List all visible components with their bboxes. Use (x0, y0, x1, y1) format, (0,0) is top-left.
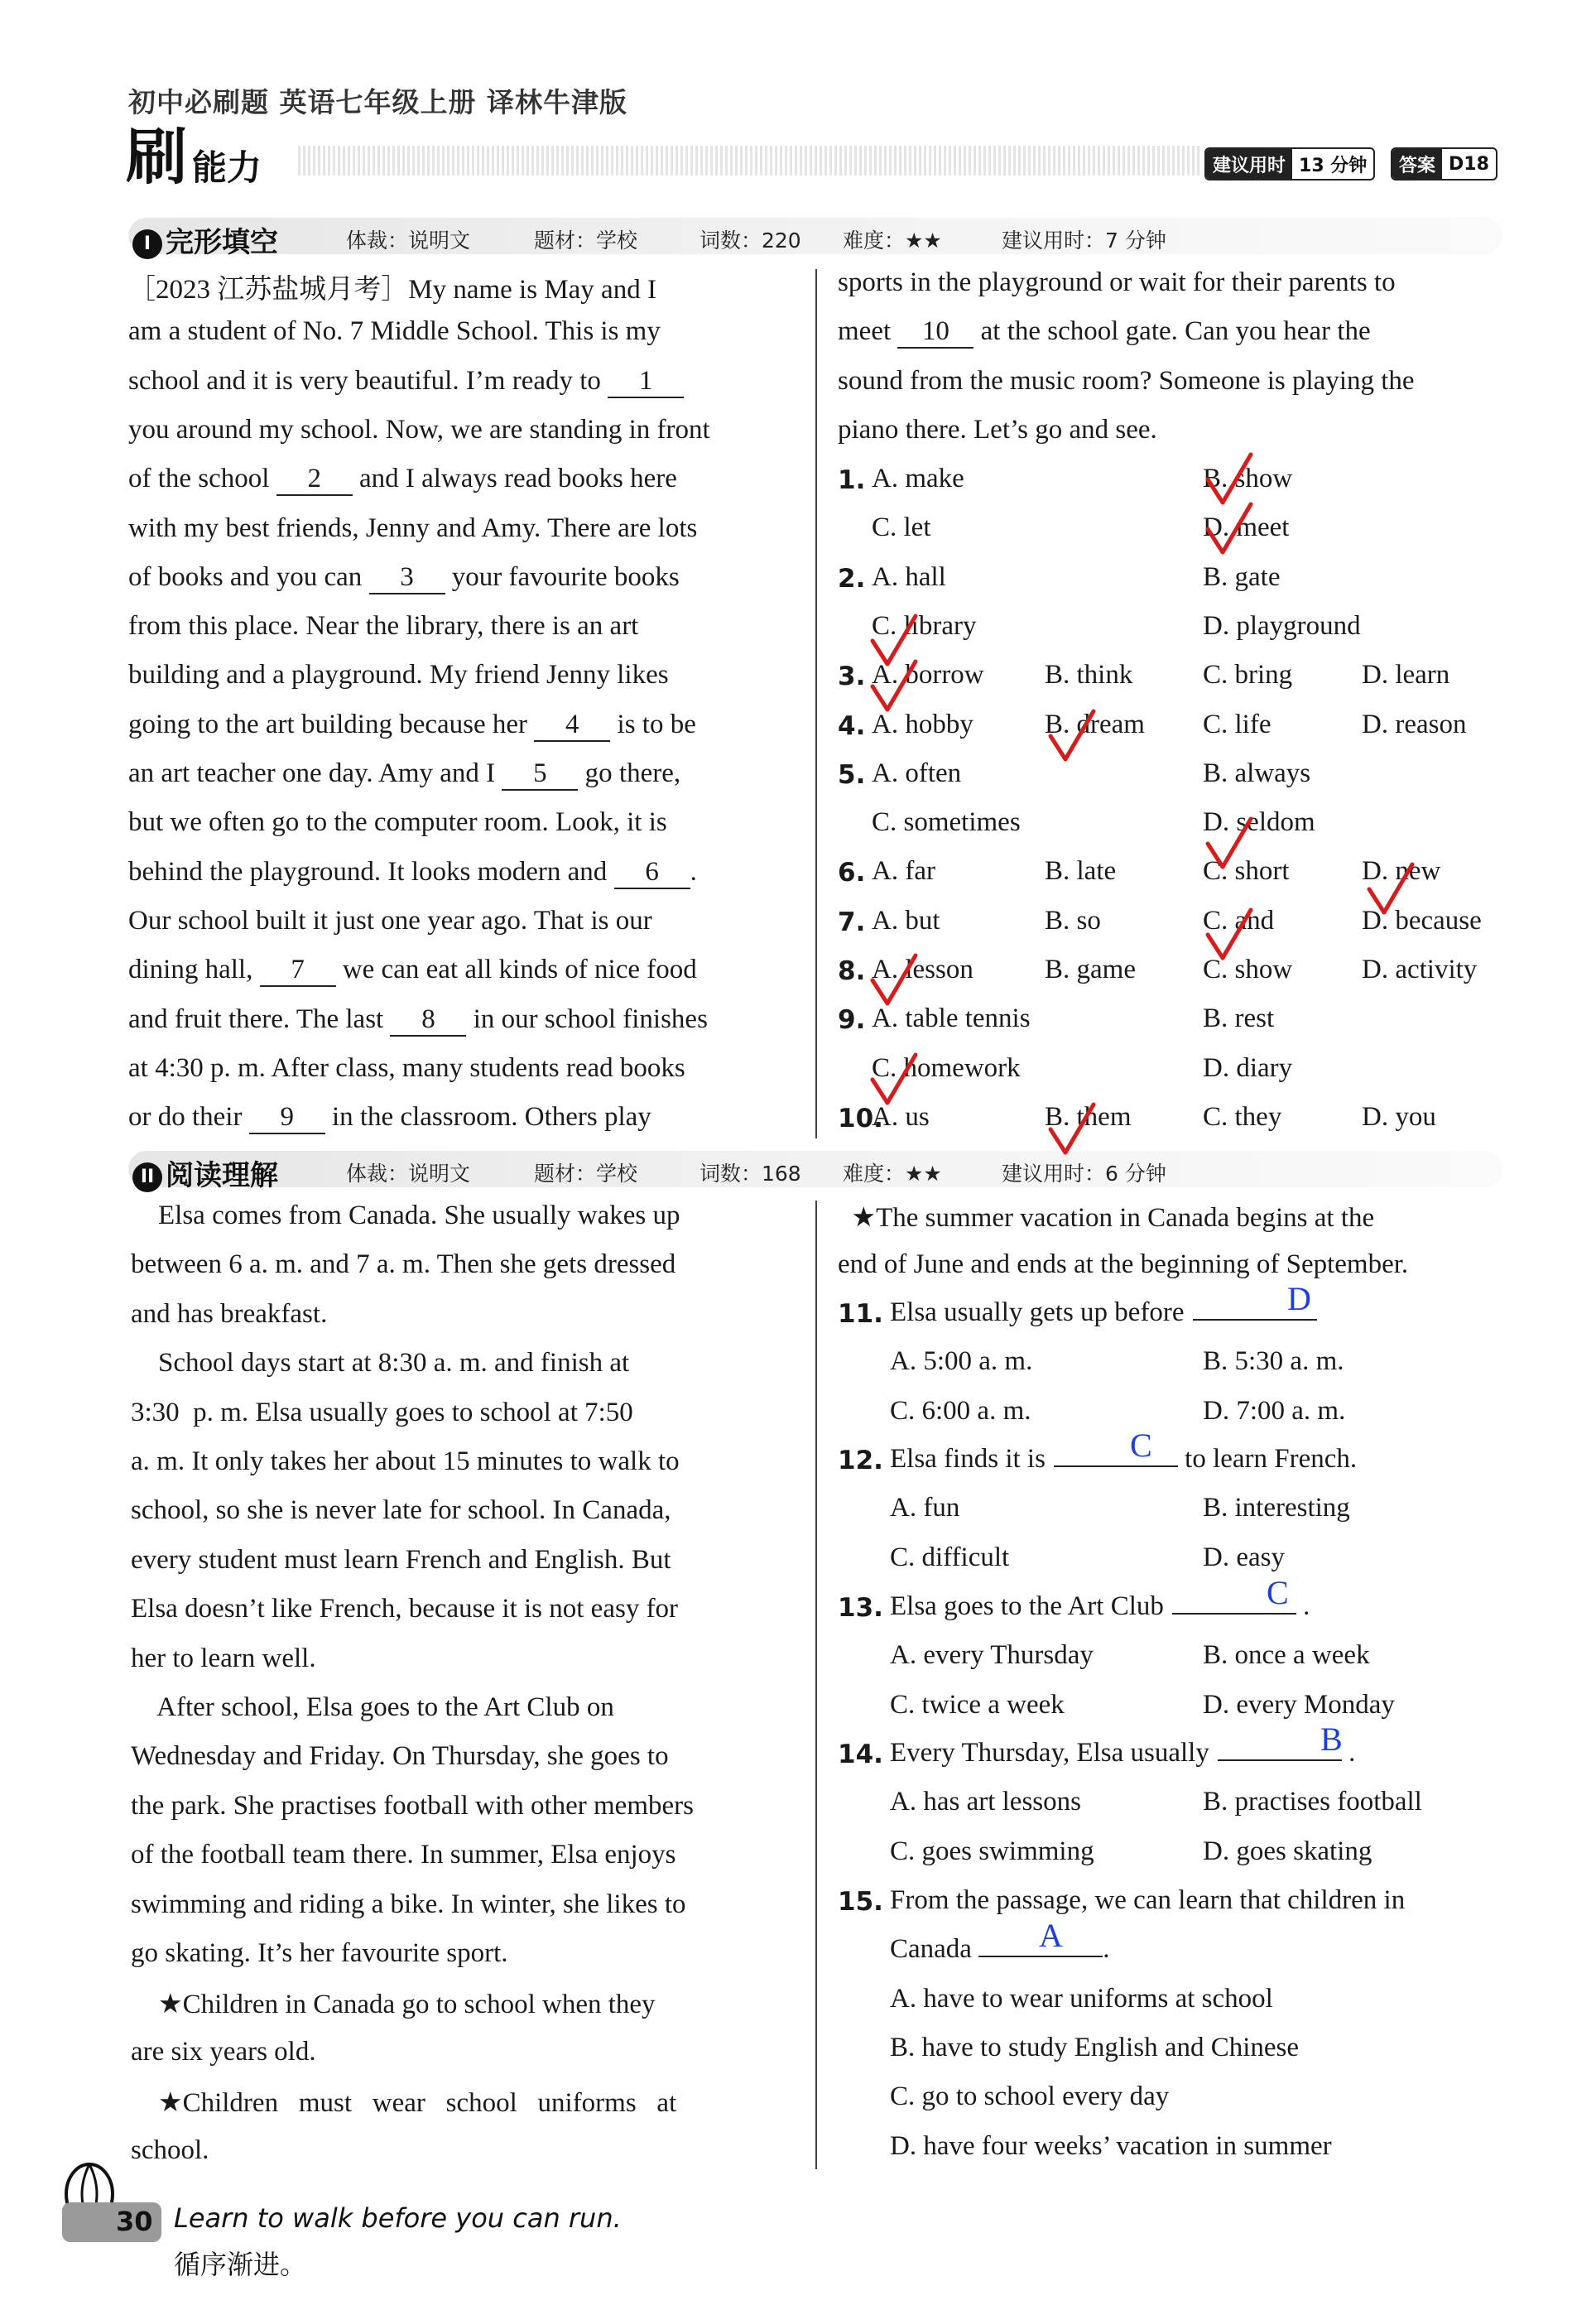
cloze-right-line (838, 316, 1500, 349)
option-b: B. gate (1203, 561, 1281, 592)
option-d: D. activity (1362, 955, 1478, 984)
cloze-line-text: dining hall, 7 we can eat all kinds of nice food (128, 955, 697, 987)
time-value: 13 分钟 (1299, 155, 1368, 176)
handwritten-answer: B (1320, 1720, 1343, 1758)
cloze-line-text: an art teacher one day. Amy and I 5 go there, (128, 758, 680, 791)
check-mark-icon (869, 952, 919, 1010)
option-b: B. practises football (1203, 1787, 1422, 1817)
cloze-q-number: 2. (838, 563, 866, 594)
reading-q-stem-cont: Canada . (890, 1934, 1110, 1965)
option-d: D. new (1362, 856, 1441, 887)
handwritten-answer: C (1267, 1574, 1289, 1611)
cloze-q-number: 1. (838, 465, 866, 495)
option-d: D. goes skating (1203, 1836, 1372, 1866)
option-c: C. life (1203, 709, 1272, 739)
blank-9: 9 (249, 1102, 325, 1134)
check-mark-icon (1366, 861, 1416, 919)
option-b: B. so (1045, 905, 1101, 936)
reading-q-number: 14. (838, 1740, 883, 1769)
option-d: D. every Monday (1203, 1689, 1395, 1720)
cloze-line (128, 660, 795, 691)
cloze-line (128, 464, 795, 496)
section1-meta-words: 词数：220 (699, 229, 801, 253)
reading-line: After school, Elsa goes to the Art Club on (131, 1692, 614, 1722)
cloze-q-number: 9. (838, 1005, 866, 1036)
option-b: B. interesting (1203, 1493, 1350, 1523)
option-b: B. them (1045, 1101, 1132, 1132)
reading-line: go skating. It’s her favourite sport. (131, 1938, 508, 1968)
cloze-line-text: behind the playground. It looks modern and 6 . (128, 857, 697, 889)
option-d: D. learn (1362, 660, 1450, 691)
section2-meta-topic: 题材：学校 (534, 1162, 638, 1186)
answer-chip (1391, 147, 1497, 180)
reading-q-stem: Elsa goes to the Art Club . (890, 1591, 1310, 1621)
reading-line: school, so she is never late for school. In Canada, (131, 1495, 671, 1526)
option-b: B. late (1045, 856, 1117, 887)
answer-blank (1218, 1759, 1342, 1761)
cloze-line-text: and fruit there. The last 8 in our school finishes (128, 1004, 708, 1037)
section2-number: II (132, 1162, 162, 1192)
option-b: B. think (1045, 660, 1133, 691)
column-divider-2 (815, 1201, 817, 2169)
reading-line: Elsa comes from Canada. She usually wakes up (131, 1201, 680, 1230)
cloze-line-text: with my best friends, Jenny and Amy. There are lots (128, 513, 698, 543)
cloze-line (128, 562, 795, 594)
option-a: A. far (872, 856, 935, 887)
answer-blank (1054, 1465, 1178, 1467)
option-c: C. go to school every day (890, 2081, 1170, 2112)
time-chip (1204, 147, 1375, 180)
cloze-line (128, 1004, 795, 1037)
handwritten-answer: A (1039, 1917, 1063, 1955)
check-mark-icon (869, 658, 919, 716)
option-a: A. but (872, 905, 940, 936)
section1-title: 完形填空 (166, 226, 278, 259)
blank-5: 5 (502, 758, 578, 791)
option-a: A. lesson (872, 955, 973, 984)
reading-line: ★Children in Canada go to school when they (131, 1990, 656, 2020)
option-b: B. have to study English and Chinese (890, 2032, 1300, 2062)
reading-line: 3:30 p. m. Elsa usually goes to school at 7:50 (131, 1397, 633, 1427)
cloze-line-text: school and it is very beautiful. I’m ready to 1 (128, 366, 684, 398)
option-a: A. hobby (872, 709, 973, 739)
option-d: D. seldom (1203, 807, 1315, 838)
handwritten-answer: D (1287, 1280, 1311, 1317)
option-d: D. playground (1203, 610, 1361, 641)
cloze-line-text: but we often go to the computer room. Look, it is (128, 807, 667, 838)
page-number: 30 (116, 2206, 153, 2237)
cloze-line-text: of the school 2 and I always read books here (128, 464, 677, 496)
section1-meta-genre: 体裁：说明文 (346, 229, 471, 253)
reading-q-stem: Elsa finds it is to learn French. (890, 1444, 1358, 1474)
cloze-line-text: you around my school. Now, we are standing in front (128, 414, 710, 445)
option-a: A. every Thursday (890, 1640, 1094, 1671)
option-a: A. have to wear uniforms at school (890, 1983, 1273, 2014)
option-c: C. and (1203, 905, 1275, 936)
reading-line: a. m. It only takes her about 15 minutes to walk to (131, 1446, 680, 1476)
option-d: D. diary (1203, 1052, 1293, 1083)
answer-blank (1193, 1319, 1317, 1321)
section1-number: I (132, 229, 162, 259)
section2-title: 阅读理解 (166, 1159, 278, 1192)
reading-line: between 6 a. m. and 7 a. m. Then she gets dressed (131, 1249, 676, 1280)
column-divider-1 (815, 269, 817, 1138)
handwritten-answer: C (1130, 1427, 1152, 1464)
header-stripe (298, 146, 1200, 176)
section2-title-wrap (132, 1153, 278, 1193)
option-d: D. because (1362, 905, 1482, 936)
option-d: D. reason (1362, 709, 1467, 739)
check-mark-icon (1047, 1101, 1097, 1159)
time-label: 建议用时 (1206, 149, 1292, 179)
cloze-right-line (838, 267, 1500, 298)
section2-meta-difficulty: 难度：★★ (843, 1162, 942, 1186)
cloze-line (128, 955, 795, 987)
option-c: C. sometimes (872, 807, 1021, 838)
cloze-right-line-text: sound from the music room? Someone is playing the (838, 365, 1415, 396)
option-a: A. us (872, 1101, 930, 1132)
reading-line: ★Children must wear school uniforms at (131, 2088, 677, 2119)
reading-q-number: 12. (838, 1446, 883, 1475)
cloze-line (128, 513, 795, 544)
cloze-line (128, 857, 795, 889)
section1-title-wrap (132, 219, 278, 260)
option-a: A. has art lessons (890, 1787, 1081, 1817)
cloze-q-number: 8. (838, 956, 866, 986)
option-c: C. library (872, 610, 977, 641)
blank-3: 3 (369, 562, 445, 594)
blank-1: 1 (608, 366, 684, 398)
cloze-line-text: from this place. Near the library, there is an art (128, 611, 639, 642)
reading-line: School days start at 8:30 a. m. and finish at (131, 1348, 630, 1379)
cloze-line-text: of books and you can 3 your favourite books (128, 562, 680, 594)
reading-line: swimming and riding a bike. In winter, she likes to (131, 1889, 686, 1919)
cloze-line (128, 415, 795, 445)
option-b: B. once a week (1203, 1640, 1370, 1671)
cloze-line (128, 366, 795, 398)
reading-q-number: 11. (838, 1299, 883, 1329)
reading-intro-line: end of June and ends at the beginning of September. (838, 1249, 1409, 1280)
option-b: B. rest (1203, 1003, 1275, 1034)
option-b: B. 5:30 a. m. (1203, 1346, 1344, 1377)
cloze-line-text: going to the art building because her 4 is to be (128, 710, 696, 742)
cloze-line (128, 1102, 795, 1134)
option-c: C. they (1203, 1101, 1282, 1132)
section1-meta-time: 建议用时：7 分钟 (1002, 229, 1166, 253)
section2-meta-genre: 体裁：说明文 (346, 1162, 471, 1186)
cloze-line-text: Our school built it just one year ago. That is our (128, 905, 652, 936)
section2-meta-words: 词数：168 (699, 1162, 801, 1186)
book-title: 初中必刷题 英语七年级上册 译林牛津版 (128, 86, 627, 118)
check-mark-icon (1047, 708, 1097, 766)
option-c: C. bring (1203, 660, 1293, 691)
option-a: A. table tennis (872, 1003, 1031, 1034)
check-mark-icon (1204, 907, 1254, 965)
section2-bar (128, 1151, 1502, 1187)
cloze-right-line-text: piano there. Let’s go and see. (838, 414, 1157, 445)
cloze-line (128, 710, 795, 742)
cloze-right-line (838, 366, 1500, 397)
option-c: C. 6:00 a. m. (890, 1395, 1031, 1426)
reading-line: of the football team there. In summer, Elsa enjoys (131, 1840, 676, 1870)
reading-line: Wednesday and Friday. On Thursday, she goes to (131, 1741, 669, 1772)
brand-subtitle: 能力 (192, 147, 262, 188)
option-c: C. difficult (890, 1542, 1010, 1572)
blank-4: 4 (534, 710, 610, 742)
option-a: A. often (872, 758, 962, 788)
option-d: D. 7:00 a. m. (1203, 1395, 1346, 1426)
answer-code: D18 (1449, 153, 1489, 175)
blank-10: 10 (897, 316, 973, 349)
option-c: C. let (872, 513, 931, 543)
reading-line: and has breakfast. (131, 1298, 328, 1329)
answer-blank (1172, 1613, 1296, 1615)
option-b: B. always (1203, 758, 1311, 788)
brand-mark: 刷 (126, 122, 187, 193)
reading-intro-line: ★The summer vacation in Canada begins at the (838, 1203, 1375, 1233)
option-d: D. have four weeks’ vacation in summer (890, 2130, 1332, 2161)
cloze-line (128, 807, 795, 838)
reading-q-stem: Elsa usually gets up before (890, 1297, 1317, 1328)
cloze-line-text: am a student of No. 7 Middle School. This is my (128, 316, 661, 347)
cloze-line (128, 316, 795, 347)
option-b: B. show (1203, 464, 1293, 493)
reading-line: her to learn well. (131, 1643, 316, 1673)
cloze-q-number: 5. (838, 759, 866, 790)
blank-6: 6 (614, 857, 690, 889)
check-mark-icon (869, 1052, 919, 1109)
reading-q-stem: Every Thursday, Elsa usually . (890, 1738, 1356, 1768)
check-mark-icon (1204, 501, 1254, 559)
reading-line: school. (131, 2134, 209, 2165)
cloze-line-text: building and a playground. My friend Jenny likes (128, 660, 669, 691)
option-b: B. game (1045, 955, 1136, 984)
option-d: D. you (1362, 1101, 1436, 1132)
option-c: C. twice a week (890, 1689, 1065, 1720)
blank-7: 7 (260, 955, 336, 987)
option-d: D. meet (1203, 513, 1290, 543)
cloze-q-number: 4. (838, 710, 866, 741)
cloze-q-number: 7. (838, 907, 866, 937)
check-mark-icon (1204, 816, 1254, 873)
section1-bar (128, 218, 1502, 254)
reading-line: the park. She practises football with other members (131, 1790, 694, 1821)
cloze-line (128, 906, 795, 936)
section2-meta-time: 建议用时：6 分钟 (1002, 1162, 1166, 1186)
reading-q-number: 13. (838, 1593, 883, 1623)
answer-label: 答案 (1392, 149, 1442, 179)
answer-blank (978, 1956, 1103, 1957)
section1-meta-difficulty: 难度：★★ (843, 229, 942, 253)
option-a: A. make (872, 464, 964, 493)
option-a: A. 5:00 a. m. (890, 1346, 1033, 1377)
cloze-line-text: at 4:30 p. m. After class, many students read books (128, 1052, 685, 1083)
reading-line: every student must learn French and English. But (131, 1544, 671, 1575)
cloze-line (128, 611, 795, 642)
reading-line: are six years old. (131, 2036, 316, 2067)
option-b: B. dream (1045, 709, 1145, 739)
option-c: C. short (1203, 856, 1290, 887)
option-a: A. hall (872, 561, 946, 592)
cloze-line (128, 758, 795, 791)
blank-2: 2 (276, 464, 353, 496)
section1-meta-topic: 题材：学校 (534, 229, 638, 253)
cloze-q-number: 6. (838, 858, 866, 888)
cloze-right-line-text: meet 10 at the school gate. Can you hear the (838, 316, 1371, 349)
footer-motto-en: Learn to walk before you can run. (174, 2202, 622, 2234)
option-a: A. fun (890, 1493, 960, 1523)
option-c: C. homework (872, 1052, 1021, 1083)
cloze-q-number: 3. (838, 662, 866, 692)
cloze-right-line (838, 415, 1500, 445)
cloze-right-line-text: sports in the playground or wait for their parents to (838, 267, 1396, 297)
option-a: A. borrow (872, 660, 984, 691)
option-d: D. easy (1203, 1542, 1285, 1572)
option-c: C. show (1203, 955, 1293, 984)
cloze-q-number: 10. (838, 1103, 883, 1133)
option-c: C. goes swimming (890, 1836, 1094, 1866)
reading-q-number: 15. (838, 1887, 883, 1917)
blank-8: 8 (390, 1004, 466, 1037)
cloze-line-text: or do their 9 in the classroom. Others play (128, 1102, 651, 1134)
footer-motto-cn: 循序渐进。 (174, 2249, 307, 2280)
reading-line: Elsa doesn’t like French, because it is not easy for (131, 1594, 679, 1624)
cloze-line (128, 267, 795, 306)
cloze-line (128, 1053, 795, 1084)
reading-q-stem: From the passage, we can learn that children in (890, 1885, 1406, 1915)
cloze-line-text: ［2023 江苏盐城月考］My name is May and I (128, 275, 656, 305)
